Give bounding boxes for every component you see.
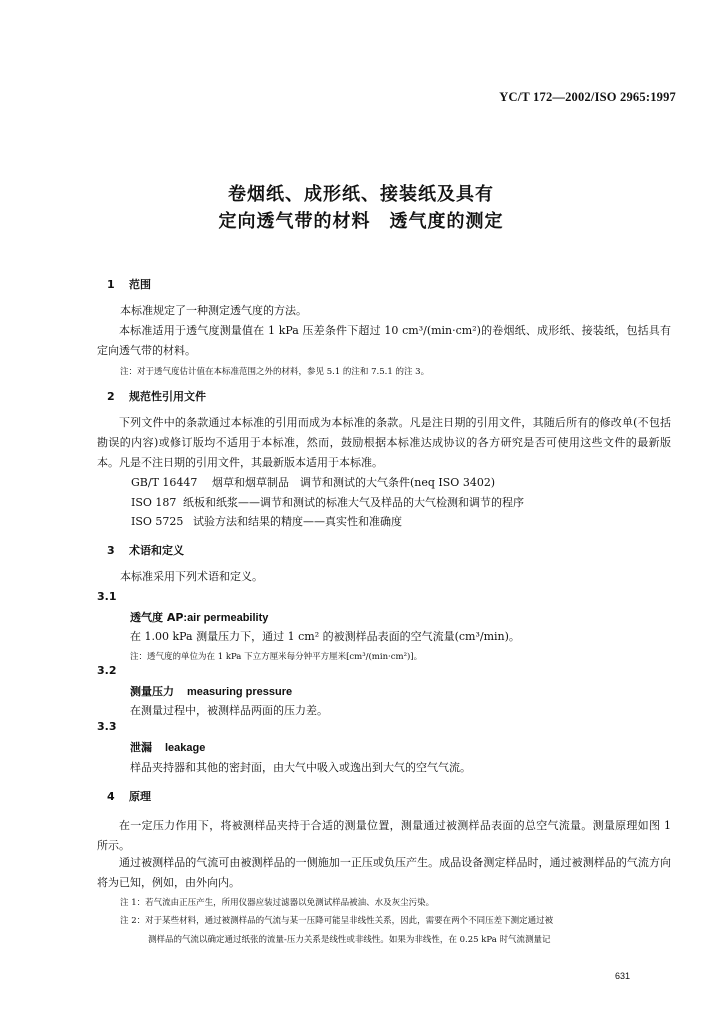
term-title: [130, 683, 292, 699]
page-number: 631: [614, 971, 630, 981]
section4-para2: 通过被测样品的气流可由被测样品的一侧施加一正压或负压产生。成品设备测定样品时，通过被测样品的气流方向将为已知，例如，由外向内。: [97, 856, 671, 889]
section2-heading: [107, 388, 206, 404]
section1-para1: 本标准规定了一种测定透气度的方法。: [120, 304, 307, 317]
ref-code: ISO 5725: [131, 515, 184, 528]
term-number: 3.3: [97, 720, 117, 733]
ref-code: GB/T 16447: [131, 476, 198, 489]
term-definition: 样品夹持器和其他的密封面，由大气中吸入或逸出到大气的空气气流。: [130, 761, 471, 774]
section2-title: 规范性引用文件: [129, 390, 206, 403]
section3-heading: [107, 542, 184, 558]
ref-title: 试验方法和结果的精度——真实性和准确度: [193, 515, 402, 528]
ref-title: 烟草和烟草制品 调节和测试的大气条件(neq ISO 3402): [212, 476, 496, 489]
ref-item: [131, 493, 524, 513]
term-en: measuring pressure: [187, 686, 293, 698]
section2-para: 下列文件中的条款通过本标准的引用而成为本标准的条款。凡是注日期的引用文件，其随后所有的修改单(不包括勘误的内容)或修订版均不适用于本标准，然而，鼓励根据本标准达成协议的各方研究是否可使用这些文件的最新版本。凡是不注日期的引用文件，其最新版本适用于本标准。: [97, 416, 671, 469]
section4-para1: 在一定压力作用下，将被测样品夹持于合适的测量位置，测量通过被测样品表面的总空气流量。测量原理如图 1 所示。: [97, 819, 671, 852]
section4-note2-line2: 测样品的气流以确定通过纸张的流量-压力关系是线性或非线性。如果为非线性，在 0.25 kPa 时气流测量记: [148, 935, 551, 945]
section3-title: 术语和定义: [129, 544, 184, 557]
term-number: 3.2: [97, 664, 117, 677]
section1-number: 1: [107, 278, 115, 291]
section1-para2: 本标准适用于透气度测量值在 1 kPa 压差条件下超过 10 cm³/(min·cm²)的卷烟纸、成形纸、接装纸，包括具有定向透气带的材料。: [97, 324, 671, 357]
section2-number: 2: [107, 390, 115, 403]
section4-number: 4: [107, 790, 115, 803]
term-zh: 测量压力: [130, 685, 174, 698]
section4-title: 原理: [129, 790, 151, 803]
section3-intro: 本标准采用下列术语和定义。: [120, 570, 263, 583]
term-title: [130, 739, 205, 755]
term-en: leakage: [165, 742, 206, 754]
section1-title: 范围: [129, 278, 151, 291]
section3-number: 3: [107, 544, 115, 557]
ref-item: [131, 473, 495, 493]
term-zh: 泄漏: [130, 741, 152, 754]
document-title-line2: 定向透气带的材料 透气度的测定: [218, 211, 504, 232]
standard-number: YC/T 172—2002/ISO 2965:1997: [499, 90, 676, 104]
term-definition: 在 1.00 kPa 测量压力下，通过 1 cm² 的被测样品表面的空气流量(cm³/min)。: [130, 630, 520, 643]
document-title-line1: 卷烟纸、成形纸、接装纸及具有: [228, 184, 494, 205]
section4-heading: [107, 788, 151, 804]
section4-note2-line1: 注 2：对于某些材料，通过被测样品的气流与某一压降可能呈非线性关系，因此，需要在两个不同压差下测定通过被: [120, 916, 554, 926]
term-title: [130, 609, 268, 625]
term-note: 注：透气度的单位为在 1 kPa 下立方厘米每分钟平方厘米[cm³/(min·cm²)]。: [130, 652, 423, 662]
ref-item: [131, 512, 402, 532]
ref-code: ISO 187: [131, 496, 177, 509]
term-definition: 在测量过程中，被测样品两面的压力差。: [130, 704, 328, 717]
section4-note1: 注 1：若气流由正压产生，所用仪器应装过滤器以免测试样品被油、水及灰尘污染。: [120, 898, 435, 908]
ref-title: 纸板和纸浆——调节和测试的标准大气及样品的大气检测和调节的程序: [183, 496, 524, 509]
term-number: 3.1: [97, 590, 117, 603]
section1-note: 注：对于透气度估计值在本标准范围之外的材料，参见 5.1 的注和 7.5.1 的注 3。: [120, 367, 430, 377]
section1-heading: [107, 276, 151, 292]
term-zh: 透气度 AP: [130, 611, 184, 624]
term-en: :air permeability: [183, 612, 269, 624]
